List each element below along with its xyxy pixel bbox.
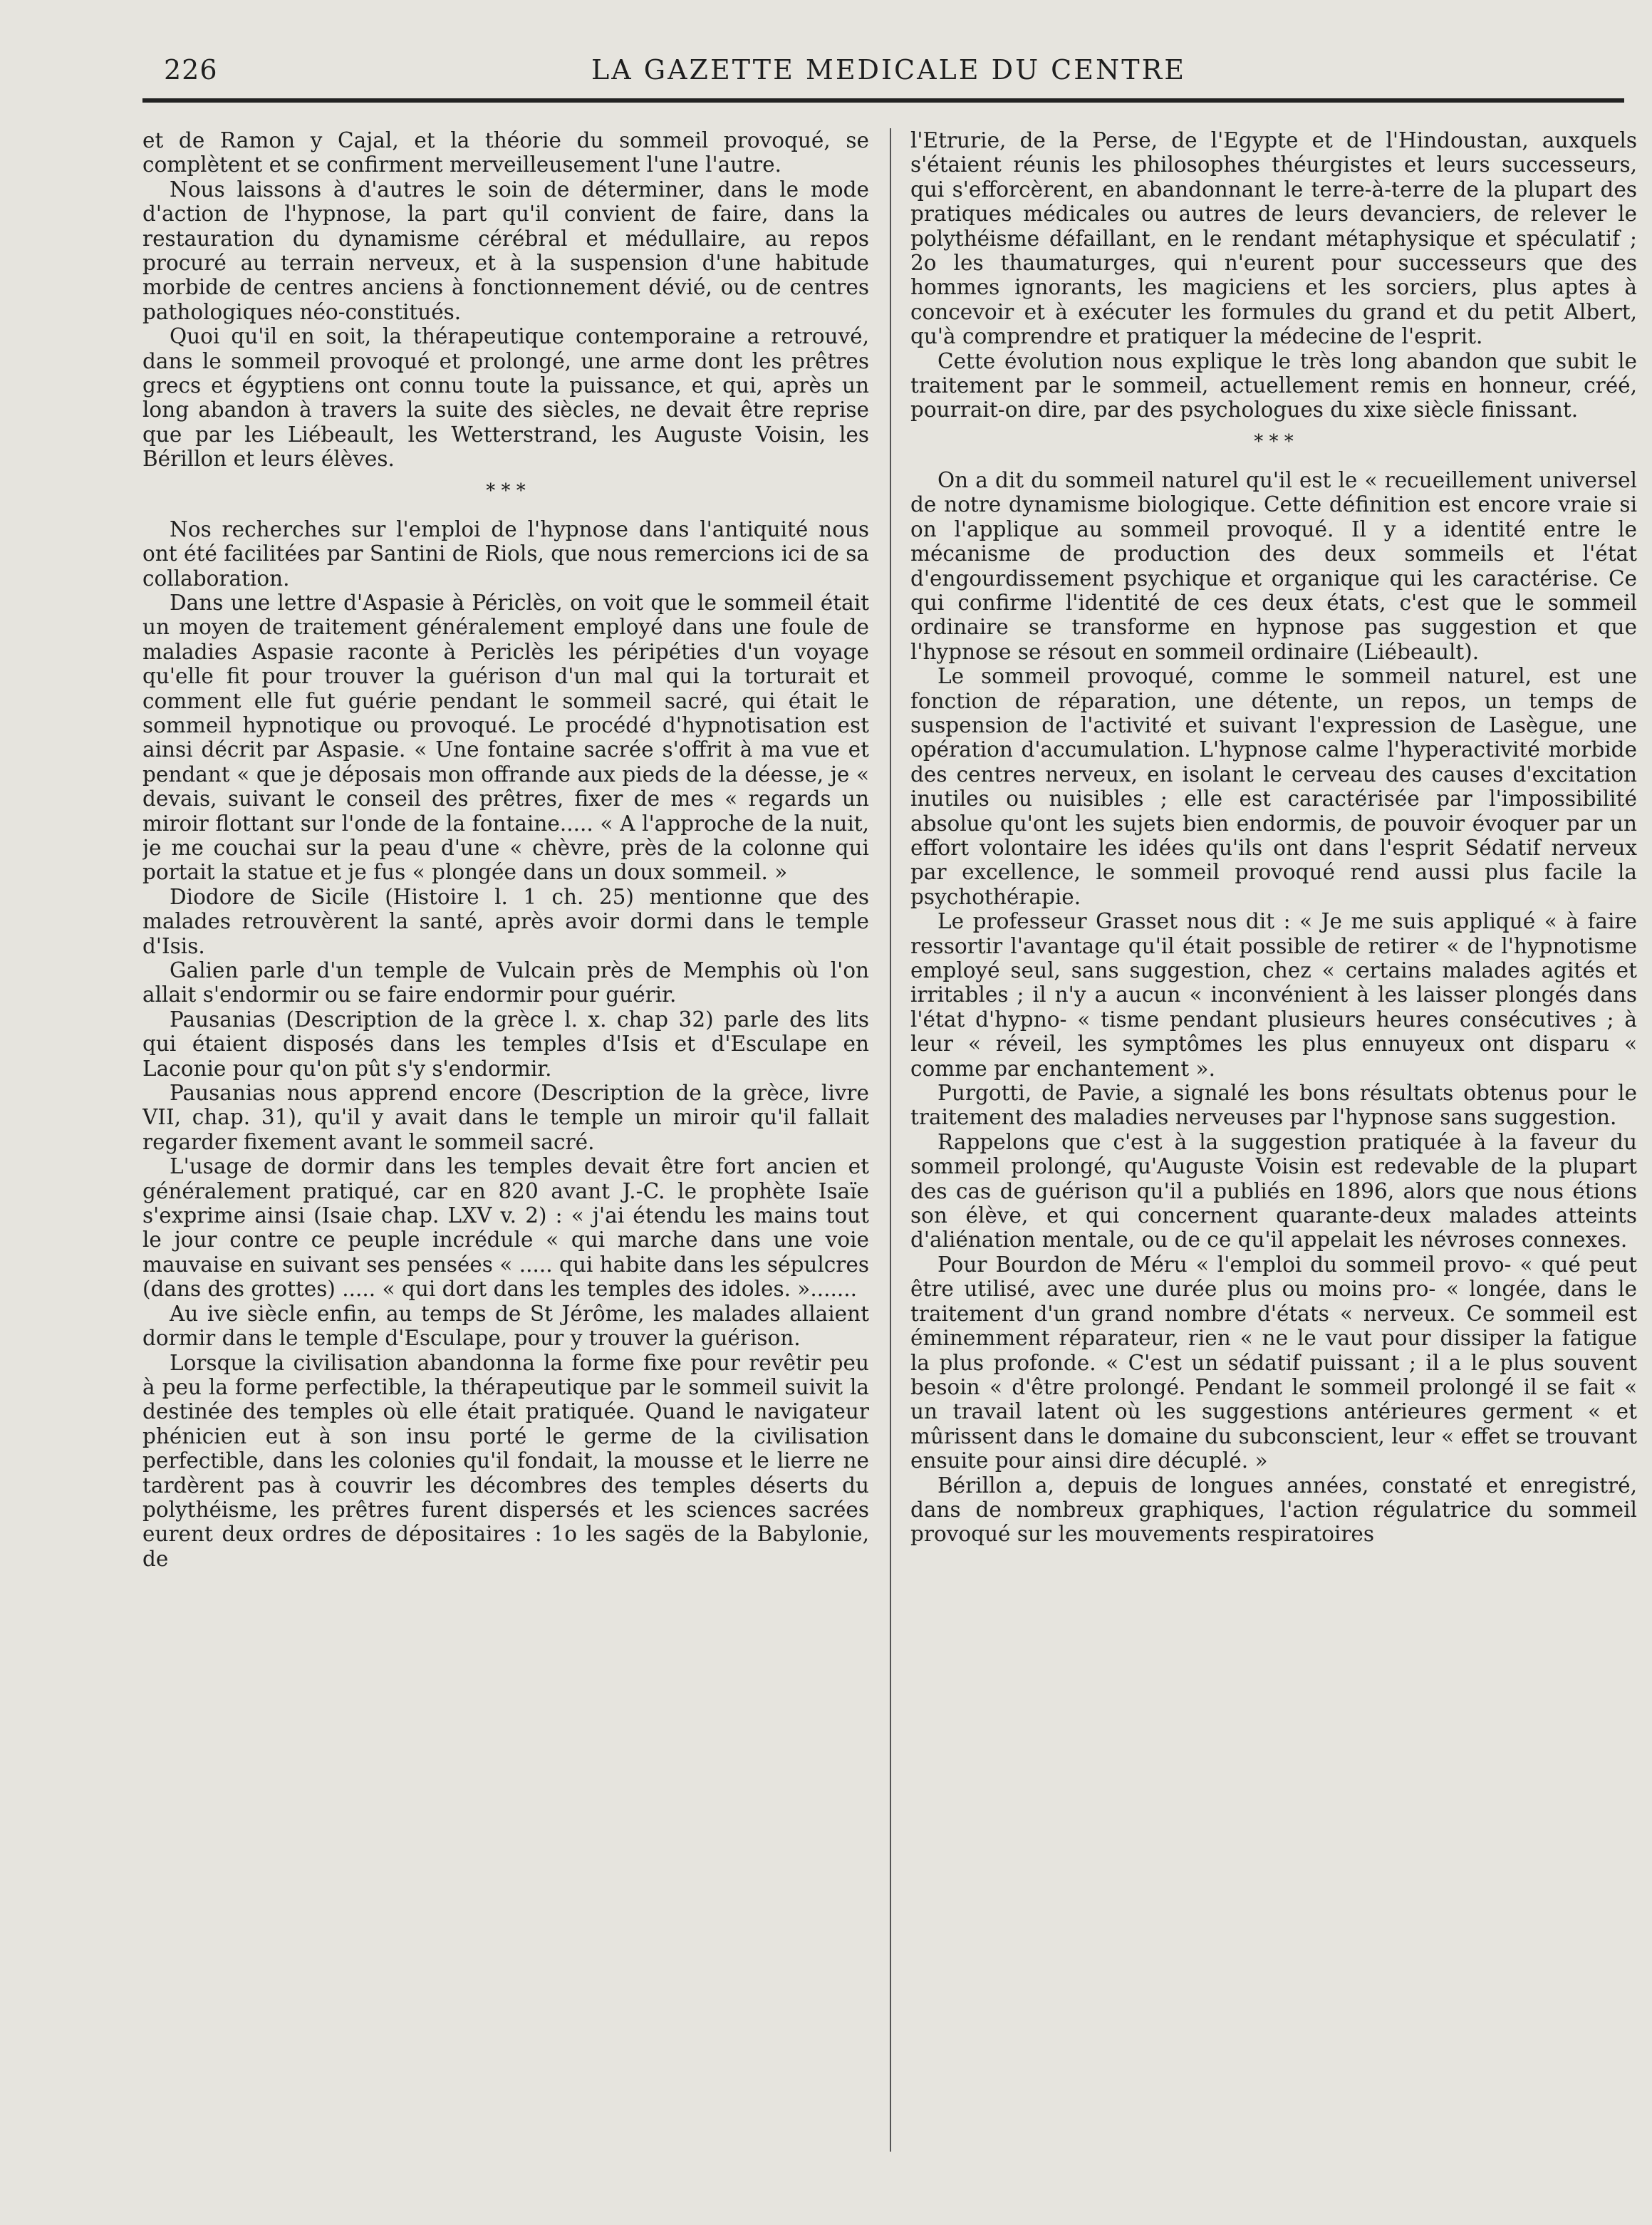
paragraph: Dans une lettre d'Aspasie à Périclès, on voit que le sommeil était un moyen de traitement généralement employé dans une foule de maladies Aspasie raconte à Periclès les péripéties d'un voyage qu'elle fit pour trouver la guérison d'un mal qui la torturait et comment elle fut guérie pendant le sommeil sacré, qui était le sommeil hypnotique ou provoqué. Le procédé d'hypnotisation est ainsi décrit par Aspasie. « Une fontaine sacrée s'offrit à ma vue et pendant « que je déposais mon offrande aux pieds de la déesse, je « devais, suivant le conseil des prêtres, fixer de mes « regards un miroir flottant sur l'onde de la fontaine..... « A l'approche de la nuit, je me couchai sur la peau d'une « chèvre, près de la colonne qui portait la statue et je fus « plongée dans un doux sommeil. » bbox=[142, 590, 869, 885]
column-divider bbox=[890, 128, 891, 2152]
paragraph: Bérillon a, depuis de longues années, constaté et enregistré, dans de nombreux graphiques, l'action régulatrice du sommeil provoqué sur les mouvements respiratoires bbox=[910, 1473, 1637, 1547]
paragraph: et de Ramon y Cajal, et la théorie du sommeil provoqué, se complètent et se confirment merveilleusement l'une l'autre. bbox=[142, 128, 869, 177]
paragraph: Lorsque la civilisation abandonna la forme fixe pour revêtir peu à peu la forme perfectible, la thérapeutique par le sommeil suivit la destinée des temples où elle était pratiquée. Quand le navigateur phénicien eut à son insu porté le germe de la civilisation perfectible, dans les colonies qu'il fondait, la mousse et le lierre ne tardèrent pas à couvrir les décombres des temples déserts du polythéisme, les prêtres furent dispersés et les sciences sacrées eurent deux ordres de dépositaires : 1o les sagës de la Babylonie, de bbox=[142, 1350, 869, 1571]
paragraph: Quoi qu'il en soit, la thérapeutique contemporaine a retrouvé, dans le sommeil provoqué et prolongé, une arme dont les prêtres grecs et égyptiens ont connu toute la puissance, et qui, après un long abandon à travers la suite des siècles, ne devait être reprise que par les Liébeault, les Wetterstrand, les Auguste Voisin, les Bérillon et leurs élèves. bbox=[142, 324, 869, 472]
paragraph: Nos recherches sur l'emploi de l'hypnose dans l'antiquité nous ont été facilitées par Santini de Riols, que nous remercions ici de sa collaboration. bbox=[142, 517, 869, 591]
page-header bbox=[142, 47, 1624, 97]
paragraph: Pour Bourdon de Méru « l'emploi du sommeil provo- « qué peut être utilisé, avec une durée plus ou moins pro- « longée, dans le traitement d'un grand nombre d'états « nerveux. Ce sommeil est éminemment réparateur, rien « ne le vaut pour dissiper la fatigue la plus profonde. « C'est un sédatif puissant ; il a le plus souvent besoin « d'être prolongé. Pendant le sommeil prolongé il se fait « un travail latent où les suggestions antérieures germent « et mûrissent dans le domaine du subconscient, leur « effet se trouvant ensuite pour ainsi dire décuplé. » bbox=[910, 1252, 1637, 1473]
paragraph: On a dit du sommeil naturel qu'il est le « recueillement universel de notre dynamisme biologique. Cette définition est encore vraie si on l'applique au sommeil provoqué. Il y a identité entre le mécanisme de production des deux sommeils et l'état d'engourdissement psychique et organique qui les caractérise. Ce qui confirme l'identité de ces deux états, c'est que le sommeil ordinaire se transforme en hypnose pas suggestion et que l'hypnose se résout en sommeil ordinaire (Liébeault). bbox=[910, 467, 1637, 664]
left-column bbox=[142, 128, 869, 2194]
header-rule bbox=[142, 98, 1624, 103]
paragraph: Diodore de Sicile (Histoire l. 1 ch. 25) mentionne que des malades retrouvèrent la santé, après avoir dormi dans le temple d'Isis. bbox=[142, 884, 869, 958]
page-number: 226 bbox=[164, 54, 218, 85]
paragraph: Pausanias nous apprend encore (Description de la grèce, livre VII, chap. 31), qu'il y avait dans le temple un miroir qu'il fallait regarder fixement avant le sommeil sacré. bbox=[142, 1081, 869, 1154]
paragraph: L'usage de dormir dans les temples devait être fort ancien et généralement pratiqué, car en 820 avant J.-C. le prophète Isaïe s'exprime ainsi (Isaie chap. LXV v. 2) : « j'ai étendu les mains tout le jour contre ce peuple incrédule « qui marche dans une voie mauvaise en suivant ses pensées « ..... qui habite dans les sépulcres (dans des grottes) ..... « qui dort dans les temples des idoles. »....... bbox=[142, 1154, 869, 1302]
paragraph: l'Etrurie, de la Perse, de l'Egypte et de l'Hindoustan, auxquels s'étaient réunis les philosophes théurgistes et leurs successeurs, qui s'efforcèrent, en abandonnant le terre-à-terre de la plupart des pratiques médicales ou autres de leurs devanciers, de relever le polythéisme défaillant, en le rendant métaphysique et spéculatif ; 2o les thaumaturges, qui n'eurent pour successeurs que des hommes ignorants, les magiciens et les sorciers, plus aptes à concevoir et à exécuter les formules du grand et du petit Albert, qu'à comprendre et pratiquer la médecine de l'esprit. bbox=[910, 128, 1637, 349]
right-column bbox=[910, 128, 1637, 2194]
paragraph: Le professeur Grasset nous dit : « Je me suis appliqué « à faire ressortir l'avantage qu'il était possible de retirer « de l'hypnotisme employé seul, sans suggestion, chez « certains malades agités et irritables ; il n'y a aucun « inconvénient à les laisser plongés dans l'état d'hypno- « tisme pendant plusieurs heures consécutives ; à leur « réveil, les symptômes les plus ennuyeux ont disparu « comme par enchantement ». bbox=[910, 909, 1637, 1081]
paragraph: Le sommeil provoqué, comme le sommeil naturel, est une fonction de réparation, une détente, un repos, un temps de suspension de l'activité et suivant l'expression de Lasègue, une opération d'accumulation. L'hypnose calme l'hyperactivité morbide des centres nerveux, en isolant le cerveau des causes d'excitation inutiles ou nuisibles ; elle est caractérisée par l'impossibilité absolue qu'ont les sujets bien endormis, de pouvoir évoquer par un effort volontaire les idées qu'ils ont dans l'esprit Sédatif nerveux par excellence, le sommeil provoqué rend aussi plus facile la psychothérapie. bbox=[910, 664, 1637, 909]
section-asterism: * * * bbox=[486, 479, 526, 502]
paragraph: Cette évolution nous explique le très long abandon que subit le traitement par le sommeil, actuellement remis en honneur, créé, pourrait-on dire, par des psychologues du xixe siècle finissant. bbox=[910, 348, 1637, 422]
journal-title: LA GAZETTE MEDICALE DU CENTRE bbox=[591, 54, 1186, 85]
paragraph: Rappelons que c'est à la suggestion pratiquée à la faveur du sommeil prolongé, qu'Auguste Voisin est redevable de la plupart des cas de guérison qu'il a publiés en 1896, alors que nous étions son élève, et qui concernent quarante-deux malades atteints d'aliénation mentale, ou de ce qu'il appelait les névroses connexes. bbox=[910, 1129, 1637, 1252]
paragraph: Purgotti, de Pavie, a signalé les bons résultats obtenus pour le traitement des maladies nerveuses par l'hypnose sans suggestion. bbox=[910, 1081, 1637, 1130]
paragraph: Pausanias (Description de la grèce l. x. chap 32) parle des lits qui étaient disposés dans les temples d'Isis et d'Esculape en Laconie pour qu'on pût s'y s'endormir. bbox=[142, 1007, 869, 1081]
section-asterism: * * * bbox=[1254, 430, 1294, 452]
paragraph: Au ive siècle enfin, au temps de St Jérôme, les malades allaient dormir dans le temple d'Esculape, pour y trouver la guérison. bbox=[142, 1301, 869, 1351]
paragraph: Galien parle d'un temple de Vulcain près de Memphis où l'on allait s'endormir ou se faire endormir pour guérir. bbox=[142, 958, 869, 1007]
paragraph: Nous laissons à d'autres le soin de déterminer, dans le mode d'action de l'hypnose, la part qu'il convient de faire, dans la restauration du dynamisme cérébral et médullaire, au repos procuré au terrain nerveux, et à la suspension d'une habitude morbide de centres anciens à fonctionnement dévié, ou de centres pathologiques néo-constitués. bbox=[142, 177, 869, 324]
